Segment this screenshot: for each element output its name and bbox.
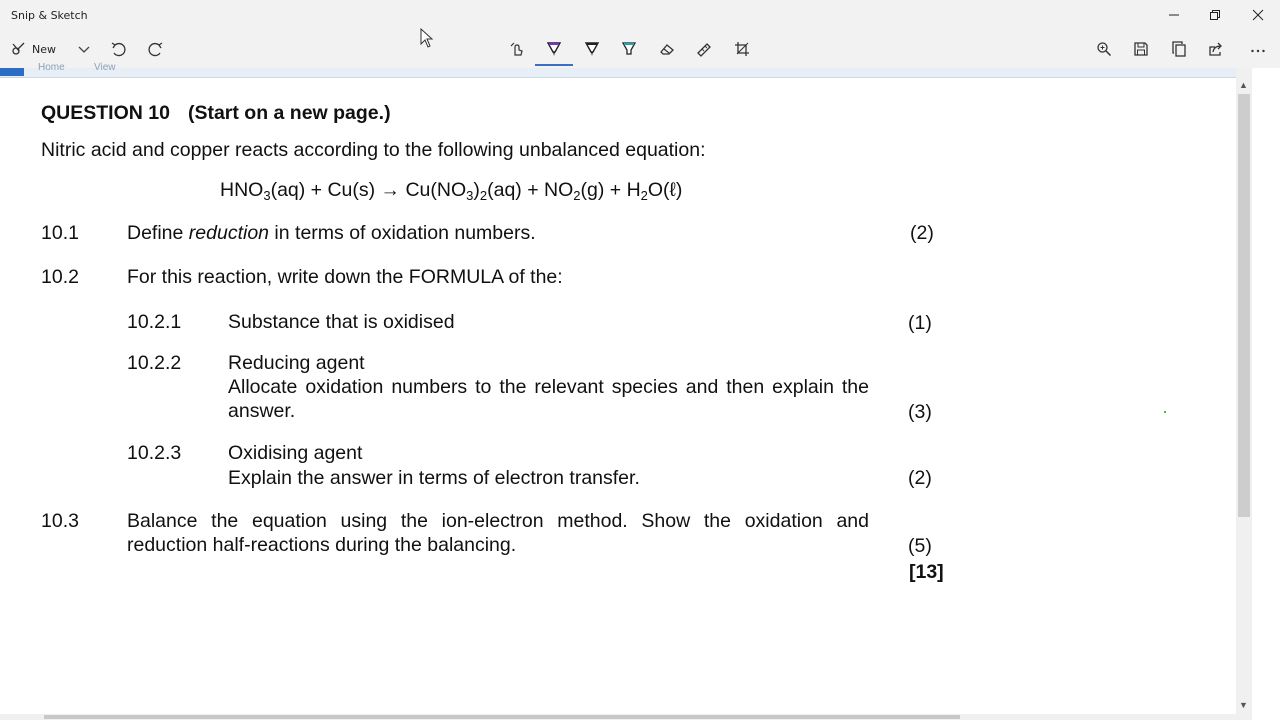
eq-subscript: 3 bbox=[263, 188, 271, 203]
q10-1-text-post: in terms of oxidation numbers. bbox=[269, 222, 536, 244]
horizontal-scroll-thumb[interactable] bbox=[44, 715, 960, 719]
q10-2-3-number: 10.2.3 bbox=[127, 442, 182, 464]
captured-ribbon-strip bbox=[0, 62, 1236, 78]
save-icon bbox=[1133, 41, 1149, 57]
close-button[interactable] bbox=[1236, 0, 1280, 30]
q10-3-text: Balance the equation using the ion-electron method. Show the oxidation and reduction half-reactions during the balancing. bbox=[127, 510, 869, 556]
q10-2-3-text: Explain the answer in terms of electron transfer. bbox=[228, 467, 640, 489]
q10-2-1-marks: (1) bbox=[908, 312, 932, 334]
eq-part: O(ℓ) bbox=[647, 179, 683, 201]
eq-part: (aq) + NO bbox=[487, 179, 574, 201]
scroll-up-icon[interactable]: ▲ bbox=[1239, 80, 1248, 90]
question-total-marks: [13] bbox=[909, 561, 944, 583]
pencil-button[interactable] bbox=[582, 36, 602, 62]
q10-1-text-pre: Define bbox=[127, 222, 189, 244]
zoom-button[interactable] bbox=[1094, 36, 1114, 62]
q10-2-3-marks: (2) bbox=[908, 467, 932, 489]
new-button-label: New bbox=[32, 42, 56, 56]
captured-tab-view: View bbox=[94, 62, 116, 73]
new-snip-icon bbox=[10, 41, 26, 57]
eq-part: ) bbox=[473, 179, 480, 201]
q10-3-marks: (5) bbox=[908, 535, 932, 557]
q10-2-2-title: Reducing agent bbox=[228, 352, 365, 374]
chemical-equation bbox=[220, 178, 682, 202]
q10-1-number: 10.1 bbox=[41, 222, 79, 244]
ruler-button[interactable] bbox=[694, 36, 714, 62]
document-page bbox=[0, 78, 1236, 714]
chevron-down-icon bbox=[76, 41, 92, 57]
title-bar bbox=[0, 0, 1280, 30]
more-button[interactable] bbox=[1248, 36, 1268, 62]
restore-button[interactable] bbox=[1193, 0, 1237, 30]
ruler-icon bbox=[696, 41, 712, 57]
ink-dot bbox=[1164, 411, 1166, 413]
active-tool-indicator bbox=[535, 64, 573, 66]
q10-2-3-title: Oxidising agent bbox=[228, 442, 363, 464]
q10-2-1-number: 10.2.1 bbox=[127, 311, 182, 333]
crop-icon bbox=[734, 41, 750, 57]
q10-2-text: For this reaction, write down the FORMULA of the: bbox=[127, 266, 563, 288]
more-icon bbox=[1250, 41, 1266, 57]
eq-subscript: 2 bbox=[573, 188, 581, 203]
right-gutter bbox=[1252, 68, 1280, 720]
scroll-down-icon[interactable]: ▼ bbox=[1239, 700, 1248, 710]
ballpoint-pen-icon bbox=[546, 41, 562, 57]
captured-file-tab bbox=[0, 68, 24, 76]
eraser-icon bbox=[659, 41, 675, 57]
new-snip-options-button[interactable] bbox=[76, 36, 92, 62]
eq-subscript: 3 bbox=[466, 188, 474, 203]
highlighter-icon bbox=[621, 41, 637, 57]
share-button[interactable] bbox=[1206, 36, 1226, 62]
save-button[interactable] bbox=[1131, 36, 1151, 62]
eq-subscript: 2 bbox=[640, 188, 648, 203]
q10-2-2-number: 10.2.2 bbox=[127, 352, 182, 374]
q10-2-1-text: Substance that is oxidised bbox=[228, 311, 455, 333]
eq-subscript: 2 bbox=[479, 188, 488, 203]
share-icon bbox=[1208, 41, 1224, 57]
crop-button[interactable] bbox=[732, 36, 752, 62]
q10-1-marks: (2) bbox=[910, 222, 934, 244]
q10-2-number: 10.2 bbox=[41, 266, 79, 288]
zoom-icon bbox=[1096, 41, 1112, 57]
close-icon bbox=[1252, 9, 1264, 21]
q10-1-emphasis: reduction bbox=[188, 222, 270, 244]
restore-icon bbox=[1209, 9, 1221, 21]
copy-icon bbox=[1171, 41, 1187, 57]
eq-part: (aq) + Cu(s) → Cu(NO bbox=[270, 179, 467, 201]
canvas-viewport[interactable] bbox=[0, 62, 1236, 714]
highlighter-button[interactable] bbox=[619, 36, 639, 62]
undo-button[interactable] bbox=[108, 36, 128, 62]
minimize-icon bbox=[1168, 9, 1180, 21]
q10-2-2-marks: (3) bbox=[908, 401, 932, 423]
redo-button[interactable] bbox=[146, 36, 166, 62]
question-number: QUESTION 10 bbox=[41, 102, 170, 124]
ballpoint-pen-button[interactable] bbox=[544, 36, 564, 62]
mouse-cursor-icon bbox=[420, 28, 434, 48]
toolbar bbox=[0, 30, 1280, 68]
minimize-button[interactable] bbox=[1152, 0, 1196, 30]
touch-writing-icon bbox=[509, 41, 525, 57]
eraser-button[interactable] bbox=[657, 36, 677, 62]
eq-part: (g) + H bbox=[580, 179, 641, 201]
question-heading bbox=[41, 102, 391, 125]
q10-1-text bbox=[127, 221, 536, 245]
intro-text: Nitric acid and copper reacts according to the following unbalanced equation: bbox=[41, 139, 706, 161]
vertical-scroll-thumb[interactable] bbox=[1238, 94, 1250, 517]
captured-tab-home: Home bbox=[38, 62, 65, 73]
new-snip-button[interactable] bbox=[10, 36, 68, 62]
question-instruction: (Start on a new page.) bbox=[187, 102, 391, 124]
q10-2-2-text: Allocate oxidation numbers to the relevant species and then explain the answer. bbox=[228, 376, 869, 422]
q10-3-number: 10.3 bbox=[41, 510, 79, 532]
redo-icon bbox=[148, 41, 164, 57]
copy-button[interactable] bbox=[1169, 36, 1189, 62]
touch-writing-button[interactable] bbox=[507, 36, 527, 62]
eq-part: HNO bbox=[220, 179, 264, 201]
undo-icon bbox=[110, 41, 126, 57]
pencil-icon bbox=[584, 41, 600, 57]
app-title: Snip & Sketch bbox=[11, 9, 88, 22]
